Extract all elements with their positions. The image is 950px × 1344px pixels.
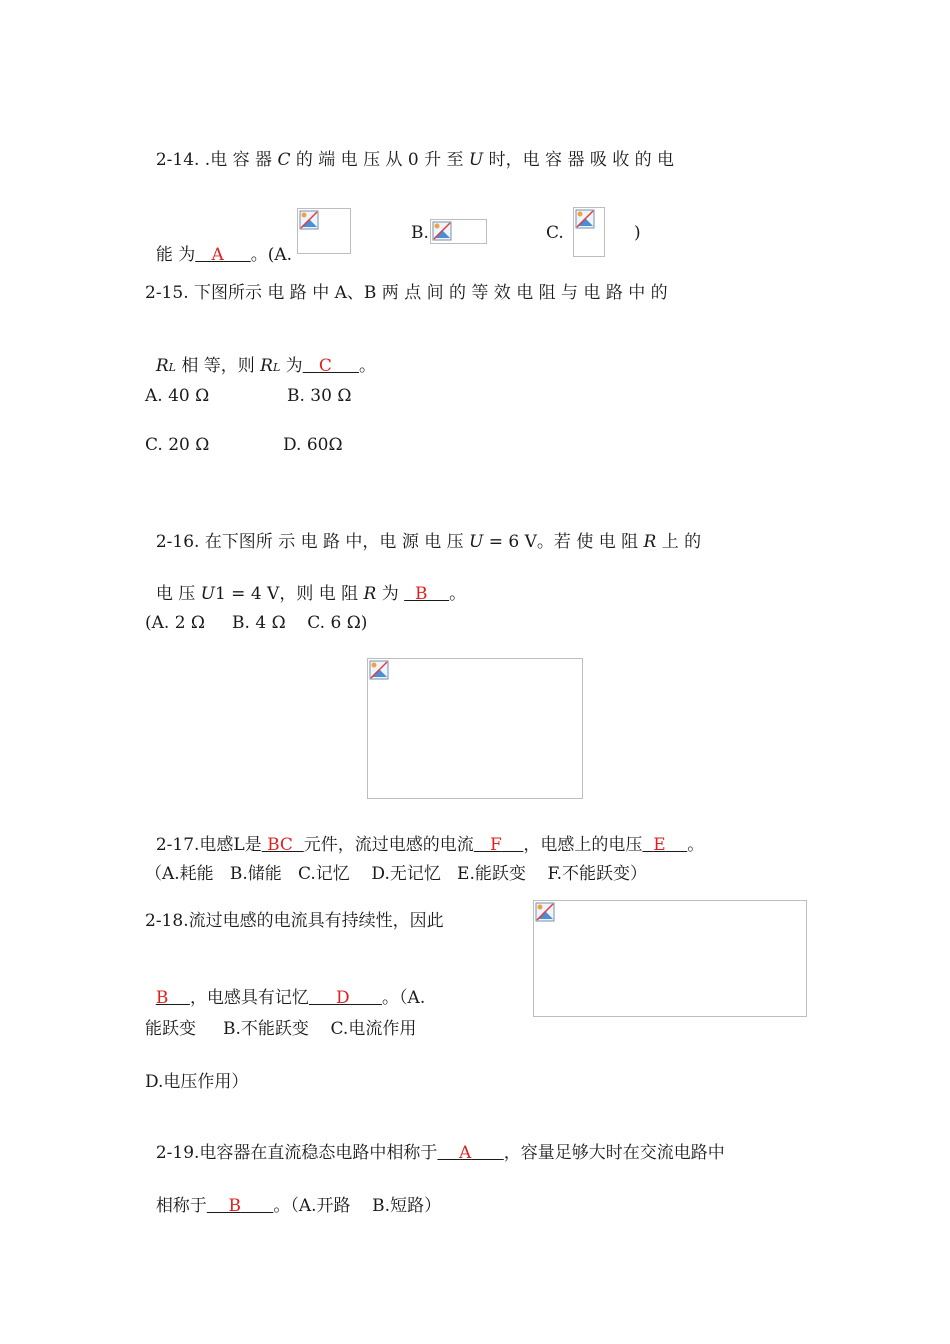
q17-options: （A.耗能 B.储能 C.记忆 D.无记忆 E.能跃变 F.不能跃变） <box>145 864 648 884</box>
answer-blank: BC <box>267 835 293 855</box>
q14-option-c: C. <box>546 223 564 243</box>
q18-line4: D.电压作用） <box>145 1072 249 1092</box>
answer-blank: F <box>489 835 502 855</box>
q18-line1: 2-18.流过电感的电流具有持续性，因此 <box>145 911 444 931</box>
q15-option-b: B. 30 Ω <box>287 386 352 406</box>
circuit-diagram-image <box>367 658 583 799</box>
q14-line2: 能 为 A 。(A. <box>155 245 293 265</box>
broken-image-icon <box>575 209 595 229</box>
q14-option-b: B. <box>411 223 429 243</box>
broken-image-icon <box>432 221 452 241</box>
answer-blank: A <box>459 1143 472 1163</box>
q19-line2: 相称于 B 。（A.开路 B.短路） <box>155 1196 442 1216</box>
answer-blank: B <box>228 1196 241 1216</box>
q15-option-d: D. 60Ω <box>283 435 343 455</box>
q18-line3: 能跃变 B.不能跃变 C.电流作用 <box>145 1019 417 1039</box>
q17-line1: 2-17.电感L是 BC 元件，流过电感的电流 F ，电感上的电压 E 。 <box>155 835 705 855</box>
q16-options: (A. 2 Ω B. 4 Ω C. 6 Ω) <box>145 613 368 633</box>
broken-image-icon <box>535 902 555 922</box>
answer-blank: B <box>155 988 169 1008</box>
formula-image-c <box>573 207 605 257</box>
answer-blank: D <box>335 988 350 1008</box>
q15-option-c: C. 20 Ω <box>145 435 210 455</box>
q16-line1: 2-16. 在下图所 示 电 路 中，电 源 电 压 U = 6 V。若 使 电 阻 R 上 的 <box>155 532 702 552</box>
q15-line1: 2-15. 下图所示 电 路 中 A、B 两 点 间 的 等 效 电 阻 与 电 路 中 的 <box>145 283 668 303</box>
q18-line2: B ，电感具有记忆 D 。（A. <box>155 988 426 1008</box>
answer-blank: B <box>414 584 428 604</box>
answer-blank: E <box>653 835 666 855</box>
q15-option-a: A. 40 Ω <box>145 386 210 406</box>
q14-line1: 2-14. .电 容 器 C 的 端 电 压 从 0 升 至 U 时，电 容 器 吸 收 的 电 <box>155 150 675 170</box>
q16-line2: 电 压 U1 = 4 V，则 电 阻 R 为 B 。 <box>155 584 467 604</box>
broken-image-icon <box>299 210 319 230</box>
formula-image-b <box>430 219 487 244</box>
q19-line1: 2-19.电容器在直流稳态电路中相称于 A ，容量足够大时在交流电路中 <box>155 1143 725 1163</box>
formula-image-a <box>297 208 351 254</box>
q14-close: ) <box>634 223 641 243</box>
q15-line2: RL 相 等，则 RL 为 C 。 <box>155 356 376 376</box>
answer-blank: C <box>318 356 332 376</box>
inductor-diagram-image <box>533 900 807 1017</box>
answer-blank: A <box>211 245 224 265</box>
broken-image-icon <box>369 660 389 680</box>
